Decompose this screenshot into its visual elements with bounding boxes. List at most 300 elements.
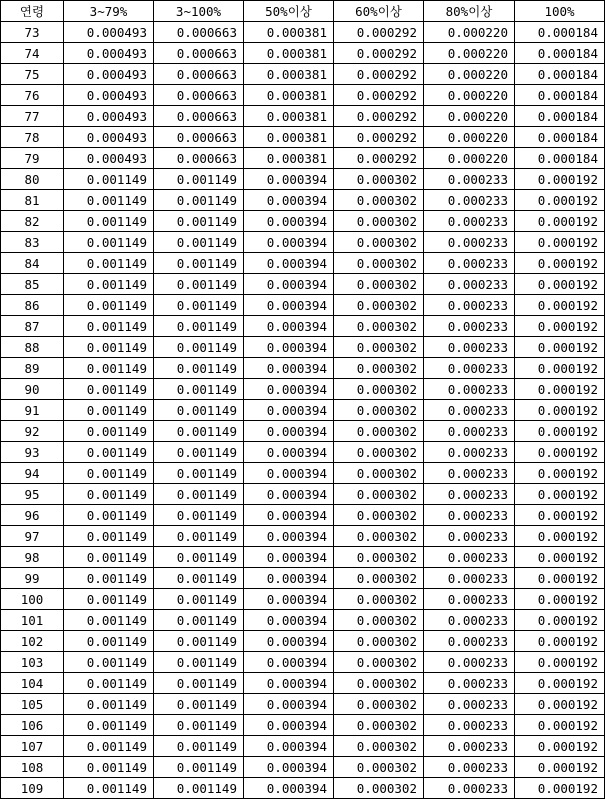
cell-rate-3-79: 0.001149: [64, 715, 154, 736]
cell-rate-3-79: 0.001149: [64, 673, 154, 694]
header-age: 연령: [1, 1, 64, 22]
cell-rate-3-79: 0.001149: [64, 568, 154, 589]
table-row: [1, 295, 605, 316]
table-row: [1, 22, 605, 43]
cell-rate-50-plus: 0.000394: [244, 757, 334, 778]
cell-rate-100: 0.000192: [515, 442, 605, 463]
cell-rate-3-79: 0.000493: [64, 85, 154, 106]
table-row: [1, 463, 605, 484]
table-row: [1, 610, 605, 631]
cell-rate-80-plus: 0.000220: [424, 127, 515, 148]
cell-rate-3-79: 0.001149: [64, 442, 154, 463]
cell-rate-3-79: 0.001149: [64, 631, 154, 652]
cell-rate-3-100: 0.001149: [154, 358, 244, 379]
table-row: [1, 505, 605, 526]
table-row: [1, 85, 605, 106]
cell-rate-3-100: 0.001149: [154, 442, 244, 463]
cell-rate-50-plus: 0.000394: [244, 295, 334, 316]
cell-rate-3-100: 0.001149: [154, 316, 244, 337]
cell-rate-50-plus: 0.000394: [244, 211, 334, 232]
cell-rate-3-79: 0.001149: [64, 169, 154, 190]
cell-rate-80-plus: 0.000233: [424, 421, 515, 442]
cell-rate-80-plus: 0.000233: [424, 757, 515, 778]
cell-rate-3-79: 0.001149: [64, 652, 154, 673]
cell-age: 100: [1, 589, 64, 610]
cell-rate-50-plus: 0.000394: [244, 778, 334, 799]
cell-age: 104: [1, 673, 64, 694]
cell-rate-80-plus: 0.000233: [424, 211, 515, 232]
cell-age: 96: [1, 505, 64, 526]
cell-age: 87: [1, 316, 64, 337]
table-header: [1, 1, 605, 22]
cell-age: 88: [1, 337, 64, 358]
cell-rate-80-plus: 0.000233: [424, 463, 515, 484]
cell-rate-60-plus: 0.000292: [334, 127, 424, 148]
cell-age: 85: [1, 274, 64, 295]
cell-rate-3-100: 0.001149: [154, 547, 244, 568]
cell-rate-3-100: 0.001149: [154, 169, 244, 190]
cell-rate-80-plus: 0.000233: [424, 274, 515, 295]
cell-rate-50-plus: 0.000394: [244, 358, 334, 379]
table-row: [1, 400, 605, 421]
table-row: [1, 736, 605, 757]
cell-rate-60-plus: 0.000292: [334, 148, 424, 169]
cell-age: 92: [1, 421, 64, 442]
cell-rate-100: 0.000184: [515, 64, 605, 85]
cell-rate-80-plus: 0.000220: [424, 148, 515, 169]
cell-rate-3-79: 0.000493: [64, 127, 154, 148]
cell-rate-60-plus: 0.000302: [334, 463, 424, 484]
cell-age: 84: [1, 253, 64, 274]
cell-rate-80-plus: 0.000233: [424, 295, 515, 316]
cell-age: 103: [1, 652, 64, 673]
cell-rate-60-plus: 0.000302: [334, 421, 424, 442]
cell-rate-60-plus: 0.000302: [334, 442, 424, 463]
cell-rate-3-79: 0.001149: [64, 253, 154, 274]
cell-rate-60-plus: 0.000302: [334, 484, 424, 505]
cell-rate-100: 0.000192: [515, 715, 605, 736]
cell-rate-80-plus: 0.000233: [424, 526, 515, 547]
cell-rate-3-100: 0.001149: [154, 526, 244, 547]
cell-rate-60-plus: 0.000302: [334, 400, 424, 421]
cell-rate-50-plus: 0.000394: [244, 526, 334, 547]
header-80-plus: 80%이상: [424, 1, 515, 22]
cell-age: 81: [1, 190, 64, 211]
table-row: [1, 274, 605, 295]
cell-age: 76: [1, 85, 64, 106]
cell-rate-80-plus: 0.000233: [424, 232, 515, 253]
cell-rate-80-plus: 0.000233: [424, 337, 515, 358]
cell-rate-3-100: 0.001149: [154, 631, 244, 652]
table-row: [1, 358, 605, 379]
cell-rate-80-plus: 0.000233: [424, 568, 515, 589]
cell-rate-60-plus: 0.000292: [334, 106, 424, 127]
cell-rate-50-plus: 0.000394: [244, 652, 334, 673]
cell-rate-3-100: 0.000663: [154, 43, 244, 64]
cell-rate-100: 0.000192: [515, 253, 605, 274]
cell-rate-50-plus: 0.000394: [244, 547, 334, 568]
header-3-100: 3~100%: [154, 1, 244, 22]
cell-rate-50-plus: 0.000394: [244, 463, 334, 484]
cell-age: 77: [1, 106, 64, 127]
cell-rate-60-plus: 0.000302: [334, 778, 424, 799]
cell-rate-50-plus: 0.000394: [244, 442, 334, 463]
cell-rate-3-100: 0.001149: [154, 757, 244, 778]
cell-rate-60-plus: 0.000302: [334, 337, 424, 358]
table-row: [1, 148, 605, 169]
table-row: [1, 379, 605, 400]
cell-rate-3-100: 0.001149: [154, 211, 244, 232]
cell-rate-50-plus: 0.000394: [244, 694, 334, 715]
cell-rate-60-plus: 0.000302: [334, 715, 424, 736]
cell-age: 75: [1, 64, 64, 85]
cell-rate-3-100: 0.001149: [154, 253, 244, 274]
cell-rate-3-100: 0.000663: [154, 22, 244, 43]
cell-rate-3-100: 0.001149: [154, 589, 244, 610]
cell-rate-3-79: 0.001149: [64, 337, 154, 358]
table-row: [1, 673, 605, 694]
cell-rate-100: 0.000192: [515, 274, 605, 295]
cell-rate-3-79: 0.001149: [64, 379, 154, 400]
cell-age: 89: [1, 358, 64, 379]
cell-rate-80-plus: 0.000233: [424, 379, 515, 400]
cell-rate-100: 0.000192: [515, 379, 605, 400]
cell-rate-60-plus: 0.000302: [334, 736, 424, 757]
cell-rate-60-plus: 0.000302: [334, 190, 424, 211]
cell-rate-60-plus: 0.000292: [334, 85, 424, 106]
header-3-79: 3~79%: [64, 1, 154, 22]
cell-rate-3-100: 0.001149: [154, 337, 244, 358]
cell-rate-3-79: 0.000493: [64, 22, 154, 43]
cell-rate-3-79: 0.001149: [64, 547, 154, 568]
cell-rate-60-plus: 0.000302: [334, 274, 424, 295]
cell-rate-3-100: 0.001149: [154, 421, 244, 442]
cell-rate-100: 0.000184: [515, 85, 605, 106]
cell-rate-80-plus: 0.000233: [424, 484, 515, 505]
cell-rate-100: 0.000192: [515, 526, 605, 547]
cell-rate-3-79: 0.000493: [64, 43, 154, 64]
cell-rate-100: 0.000192: [515, 505, 605, 526]
cell-rate-100: 0.000192: [515, 610, 605, 631]
cell-age: 90: [1, 379, 64, 400]
cell-rate-80-plus: 0.000233: [424, 169, 515, 190]
cell-rate-3-100: 0.001149: [154, 505, 244, 526]
cell-rate-3-79: 0.001149: [64, 400, 154, 421]
cell-rate-100: 0.000192: [515, 652, 605, 673]
cell-rate-50-plus: 0.000381: [244, 85, 334, 106]
cell-rate-3-79: 0.001149: [64, 274, 154, 295]
cell-rate-60-plus: 0.000302: [334, 652, 424, 673]
cell-rate-60-plus: 0.000302: [334, 589, 424, 610]
cell-age: 99: [1, 568, 64, 589]
cell-rate-3-100: 0.000663: [154, 85, 244, 106]
cell-rate-100: 0.000192: [515, 736, 605, 757]
cell-rate-3-100: 0.000663: [154, 64, 244, 85]
cell-age: 74: [1, 43, 64, 64]
cell-age: 95: [1, 484, 64, 505]
cell-rate-3-79: 0.001149: [64, 232, 154, 253]
cell-rate-100: 0.000192: [515, 190, 605, 211]
table-row: [1, 190, 605, 211]
cell-age: 83: [1, 232, 64, 253]
cell-rate-60-plus: 0.000302: [334, 526, 424, 547]
cell-rate-80-plus: 0.000233: [424, 715, 515, 736]
cell-rate-60-plus: 0.000302: [334, 673, 424, 694]
cell-rate-50-plus: 0.000394: [244, 274, 334, 295]
cell-rate-60-plus: 0.000302: [334, 379, 424, 400]
table-row: [1, 64, 605, 85]
table-row: [1, 442, 605, 463]
header-60-plus: 60%이상: [334, 1, 424, 22]
cell-rate-100: 0.000192: [515, 694, 605, 715]
cell-rate-100: 0.000192: [515, 421, 605, 442]
cell-rate-60-plus: 0.000302: [334, 253, 424, 274]
table-row: [1, 337, 605, 358]
cell-age: 107: [1, 736, 64, 757]
cell-rate-3-79: 0.001149: [64, 736, 154, 757]
cell-rate-80-plus: 0.000233: [424, 631, 515, 652]
cell-age: 94: [1, 463, 64, 484]
cell-rate-100: 0.000192: [515, 463, 605, 484]
table-row: [1, 43, 605, 64]
cell-rate-60-plus: 0.000292: [334, 64, 424, 85]
cell-rate-3-79: 0.001149: [64, 526, 154, 547]
cell-rate-50-plus: 0.000394: [244, 337, 334, 358]
cell-rate-50-plus: 0.000381: [244, 64, 334, 85]
cell-rate-80-plus: 0.000233: [424, 610, 515, 631]
cell-age: 105: [1, 694, 64, 715]
cell-rate-3-79: 0.001149: [64, 778, 154, 799]
cell-rate-50-plus: 0.000394: [244, 400, 334, 421]
cell-rate-50-plus: 0.000394: [244, 715, 334, 736]
cell-rate-100: 0.000192: [515, 757, 605, 778]
cell-rate-50-plus: 0.000381: [244, 22, 334, 43]
cell-rate-3-79: 0.001149: [64, 295, 154, 316]
cell-age: 93: [1, 442, 64, 463]
cell-rate-3-100: 0.001149: [154, 778, 244, 799]
table-row: [1, 526, 605, 547]
cell-rate-50-plus: 0.000394: [244, 505, 334, 526]
cell-rate-60-plus: 0.000292: [334, 43, 424, 64]
cell-rate-50-plus: 0.000394: [244, 379, 334, 400]
cell-rate-100: 0.000184: [515, 22, 605, 43]
cell-age: 73: [1, 22, 64, 43]
cell-rate-3-79: 0.001149: [64, 358, 154, 379]
cell-rate-60-plus: 0.000302: [334, 169, 424, 190]
cell-rate-60-plus: 0.000292: [334, 22, 424, 43]
cell-rate-50-plus: 0.000394: [244, 568, 334, 589]
cell-age: 78: [1, 127, 64, 148]
cell-rate-80-plus: 0.000233: [424, 400, 515, 421]
cell-rate-3-100: 0.001149: [154, 274, 244, 295]
cell-rate-80-plus: 0.000220: [424, 85, 515, 106]
cell-rate-60-plus: 0.000302: [334, 505, 424, 526]
cell-age: 102: [1, 631, 64, 652]
cell-rate-60-plus: 0.000302: [334, 568, 424, 589]
table-row: [1, 757, 605, 778]
cell-rate-3-79: 0.001149: [64, 610, 154, 631]
cell-rate-100: 0.000192: [515, 568, 605, 589]
cell-rate-100: 0.000192: [515, 484, 605, 505]
cell-rate-60-plus: 0.000302: [334, 316, 424, 337]
cell-rate-80-plus: 0.000233: [424, 736, 515, 757]
cell-rate-80-plus: 0.000233: [424, 505, 515, 526]
cell-age: 109: [1, 778, 64, 799]
table-row: [1, 547, 605, 568]
cell-rate-100: 0.000192: [515, 358, 605, 379]
cell-rate-80-plus: 0.000233: [424, 253, 515, 274]
cell-rate-50-plus: 0.000394: [244, 421, 334, 442]
cell-rate-3-79: 0.001149: [64, 484, 154, 505]
cell-rate-3-79: 0.001149: [64, 757, 154, 778]
cell-rate-3-79: 0.001149: [64, 463, 154, 484]
cell-rate-3-100: 0.000663: [154, 106, 244, 127]
cell-rate-3-100: 0.001149: [154, 400, 244, 421]
cell-rate-3-100: 0.001149: [154, 190, 244, 211]
table-row: [1, 631, 605, 652]
cell-rate-80-plus: 0.000233: [424, 652, 515, 673]
cell-rate-100: 0.000192: [515, 631, 605, 652]
cell-rate-3-100: 0.001149: [154, 694, 244, 715]
cell-age: 91: [1, 400, 64, 421]
cell-rate-100: 0.000192: [515, 316, 605, 337]
cell-rate-80-plus: 0.000233: [424, 694, 515, 715]
cell-rate-3-100: 0.001149: [154, 652, 244, 673]
table-row: [1, 715, 605, 736]
cell-rate-60-plus: 0.000302: [334, 757, 424, 778]
cell-age: 106: [1, 715, 64, 736]
cell-rate-3-100: 0.001149: [154, 715, 244, 736]
table-row: [1, 127, 605, 148]
cell-rate-100: 0.000192: [515, 400, 605, 421]
cell-rate-80-plus: 0.000233: [424, 673, 515, 694]
cell-rate-80-plus: 0.000233: [424, 190, 515, 211]
cell-rate-100: 0.000184: [515, 106, 605, 127]
cell-rate-50-plus: 0.000394: [244, 190, 334, 211]
cell-rate-50-plus: 0.000394: [244, 736, 334, 757]
cell-rate-100: 0.000192: [515, 673, 605, 694]
table-row: [1, 589, 605, 610]
cell-rate-100: 0.000192: [515, 211, 605, 232]
cell-rate-50-plus: 0.000381: [244, 106, 334, 127]
table-row: [1, 694, 605, 715]
cell-rate-3-100: 0.001149: [154, 295, 244, 316]
cell-rate-60-plus: 0.000302: [334, 610, 424, 631]
cell-rate-100: 0.000184: [515, 148, 605, 169]
cell-rate-50-plus: 0.000381: [244, 43, 334, 64]
cell-age: 101: [1, 610, 64, 631]
table-row: [1, 106, 605, 127]
cell-rate-80-plus: 0.000233: [424, 358, 515, 379]
cell-rate-50-plus: 0.000381: [244, 127, 334, 148]
cell-rate-3-79: 0.000493: [64, 64, 154, 85]
cell-rate-100: 0.000184: [515, 43, 605, 64]
table-row: [1, 211, 605, 232]
cell-rate-50-plus: 0.000394: [244, 232, 334, 253]
cell-rate-50-plus: 0.000394: [244, 631, 334, 652]
cell-rate-60-plus: 0.000302: [334, 694, 424, 715]
cell-age: 97: [1, 526, 64, 547]
table-row: [1, 778, 605, 799]
cell-rate-50-plus: 0.000394: [244, 316, 334, 337]
cell-rate-100: 0.000192: [515, 232, 605, 253]
table-row: [1, 568, 605, 589]
cell-rate-50-plus: 0.000381: [244, 148, 334, 169]
cell-rate-100: 0.000184: [515, 127, 605, 148]
cell-rate-3-100: 0.001149: [154, 568, 244, 589]
cell-rate-100: 0.000192: [515, 295, 605, 316]
cell-rate-60-plus: 0.000302: [334, 295, 424, 316]
cell-age: 86: [1, 295, 64, 316]
cell-rate-60-plus: 0.000302: [334, 547, 424, 568]
table-row: [1, 652, 605, 673]
table-body: [1, 22, 605, 799]
header-50-plus: 50%이상: [244, 1, 334, 22]
cell-rate-100: 0.000192: [515, 778, 605, 799]
cell-rate-100: 0.000192: [515, 547, 605, 568]
table-row: [1, 232, 605, 253]
cell-rate-80-plus: 0.000233: [424, 442, 515, 463]
table-row: [1, 484, 605, 505]
cell-rate-60-plus: 0.000302: [334, 211, 424, 232]
cell-rate-60-plus: 0.000302: [334, 232, 424, 253]
cell-age: 80: [1, 169, 64, 190]
cell-rate-100: 0.000192: [515, 169, 605, 190]
cell-rate-3-79: 0.001149: [64, 211, 154, 232]
header-row: [1, 1, 605, 22]
cell-rate-3-100: 0.001149: [154, 484, 244, 505]
cell-rate-50-plus: 0.000394: [244, 610, 334, 631]
cell-rate-50-plus: 0.000394: [244, 169, 334, 190]
cell-age: 98: [1, 547, 64, 568]
cell-rate-3-100: 0.001149: [154, 736, 244, 757]
cell-rate-50-plus: 0.000394: [244, 484, 334, 505]
cell-rate-3-79: 0.001149: [64, 316, 154, 337]
cell-age: 108: [1, 757, 64, 778]
cell-rate-3-100: 0.000663: [154, 127, 244, 148]
table-row: [1, 169, 605, 190]
cell-rate-50-plus: 0.000394: [244, 253, 334, 274]
cell-rate-80-plus: 0.000220: [424, 22, 515, 43]
table-row: [1, 253, 605, 274]
cell-rate-3-79: 0.001149: [64, 421, 154, 442]
cell-rate-3-100: 0.001149: [154, 379, 244, 400]
cell-rate-80-plus: 0.000233: [424, 589, 515, 610]
cell-rate-3-100: 0.001149: [154, 463, 244, 484]
cell-rate-3-79: 0.001149: [64, 694, 154, 715]
cell-rate-100: 0.000192: [515, 337, 605, 358]
cell-age: 82: [1, 211, 64, 232]
cell-rate-80-plus: 0.000220: [424, 106, 515, 127]
table-row: [1, 421, 605, 442]
cell-rate-3-100: 0.001149: [154, 232, 244, 253]
cell-rate-3-79: 0.000493: [64, 106, 154, 127]
cell-rate-3-79: 0.001149: [64, 505, 154, 526]
table-row: [1, 316, 605, 337]
cell-rate-80-plus: 0.000220: [424, 43, 515, 64]
cell-rate-3-79: 0.000493: [64, 148, 154, 169]
cell-rate-50-plus: 0.000394: [244, 673, 334, 694]
cell-rate-3-79: 0.001149: [64, 190, 154, 211]
cell-rate-3-100: 0.001149: [154, 610, 244, 631]
cell-rate-50-plus: 0.000394: [244, 589, 334, 610]
header-100: 100%: [515, 1, 605, 22]
cell-rate-80-plus: 0.000233: [424, 547, 515, 568]
cell-rate-60-plus: 0.000302: [334, 631, 424, 652]
cell-age: 79: [1, 148, 64, 169]
cell-rate-80-plus: 0.000233: [424, 316, 515, 337]
cell-rate-3-79: 0.001149: [64, 589, 154, 610]
